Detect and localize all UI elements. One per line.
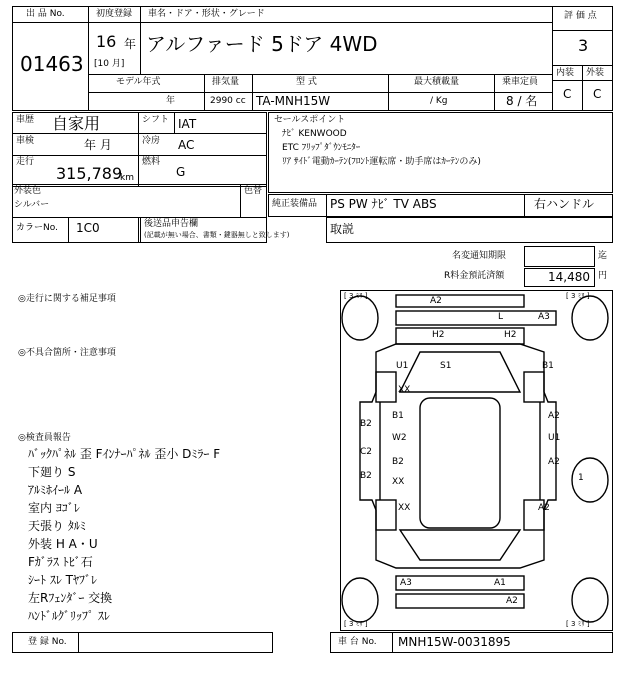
damage-mark: 1 [578, 473, 584, 483]
color-value: シルバー [14, 200, 50, 210]
displacement-value: 2990 cc [210, 96, 246, 106]
recycle-label: R料金預託済額 [444, 271, 505, 281]
capacity-value: 8 / 名 [506, 94, 538, 108]
report-line: 左Rﾌｪﾝﾀﾞｰ 交換 [28, 591, 113, 605]
damage-mark: C2 [360, 447, 373, 457]
fuel-value: G [176, 165, 186, 179]
damage-mark: B2 [360, 471, 372, 481]
damage-mark: U1 [396, 361, 409, 371]
damage-mark: A2 [506, 596, 518, 606]
equipment-label: 純正装備品 [272, 199, 318, 209]
aftersale-label: 後送品申告欄 [144, 219, 199, 229]
lot-number: 01463 [20, 52, 84, 76]
damage-mark: A1 [494, 578, 506, 588]
chassis-no-value: MNH15W-0031895 [398, 635, 511, 649]
shift-value: IAT [178, 117, 197, 131]
model-year-unit: 年 [166, 96, 176, 106]
interior-grade: C [563, 87, 572, 101]
inspection-label: 車検 [16, 136, 35, 146]
recycle-unit: 円 [598, 271, 608, 281]
sales-line: ﾅﾋﾞ KENWOOD [282, 129, 347, 139]
damage-mark: H2 [432, 330, 445, 340]
damage-mark: W2 [392, 433, 407, 443]
defect-notes-label: ◎不具合箇所・注意事項 [18, 348, 116, 358]
damage-mark: L [498, 312, 504, 322]
report-line: ﾊﾝﾄﾞﾙｸﾞﾘｯﾌﾟ ｽﾚ [28, 609, 110, 623]
mileage-value: 315,789 [56, 164, 123, 183]
max-load-value: / Kg [430, 96, 448, 106]
sales-label: セールスポイント [274, 115, 346, 125]
car-name: アルファード 5ドア 4WD [146, 32, 378, 56]
sales-line: ﾘｱ ｻｲﾄﾞ電動ｶｰﾃﾝ(ﾌﾛﾝﾄ運転席・助手席はｶｰﾃﾝのみ) [282, 157, 481, 167]
damage-mark: B2 [360, 419, 372, 429]
name-change-unit: 迄 [598, 251, 608, 261]
report-line: ｼｰﾄ ｽﾚ Tﾔﾌﾞﾚ [28, 573, 97, 587]
ac-label: 冷房 [142, 136, 161, 146]
history-label: 車歴 [16, 115, 35, 125]
damage-mark: XX [392, 477, 405, 487]
max-load-label: 最大積載量 [414, 77, 460, 87]
displacement-label: 排気量 [212, 77, 240, 87]
type-label: 型 式 [296, 77, 317, 87]
damage-mark: S1 [440, 361, 452, 371]
damage-mark: H2 [504, 330, 517, 340]
reg-year: 16 [96, 32, 117, 51]
reg-no-label: 登 録 No. [28, 637, 67, 647]
report-line: 下廻り S [28, 465, 76, 479]
shift-label: シフト [142, 115, 170, 125]
lot-label: 出 品 No. [26, 9, 65, 19]
inspection-value: 年 月 [84, 138, 112, 152]
manual-value: 取説 [330, 222, 355, 236]
exterior-grade: C [593, 87, 602, 101]
exterior-label: 外装 [586, 68, 605, 78]
chassis-no-label: 車 台 No. [338, 637, 377, 647]
damage-mark: A2 [548, 411, 560, 421]
fuel-label: 燃料 [142, 157, 161, 167]
damage-mark: A2 [538, 503, 550, 513]
tire-depth-label: [ 3 ﾐﾘ ] [344, 620, 368, 628]
score-label: 評 価 点 [564, 11, 597, 21]
report-line: 室内 ﾖｺﾞﾚ [28, 501, 80, 515]
equipment-value: PS PW ﾅﾋﾞ TV ABS [330, 197, 437, 211]
first-reg-label: 初度登録 [96, 9, 133, 19]
color-change-label: 色替 [244, 186, 263, 196]
report-line: 外装 H A・U [28, 537, 98, 551]
color-label: 外装色 [14, 186, 42, 196]
damage-mark: XX [398, 503, 411, 513]
interior-label: 内装 [556, 68, 575, 78]
damage-mark: A2 [548, 457, 560, 467]
type-value: TA-MNH15W [256, 94, 331, 108]
model-year-label: モデル年式 [116, 77, 161, 87]
damage-mark: A3 [538, 312, 550, 322]
recycle-value: 14,480 [548, 270, 590, 284]
driving-notes-label: ◎走行に関する補足事項 [18, 294, 116, 304]
damage-mark: B1 [542, 361, 554, 371]
sales-line: ETC ﾌﾘｯﾌﾟﾀﾞｳﾝﾓﾆﾀｰ [282, 143, 361, 153]
mileage-label: 走行 [16, 157, 35, 167]
color-no-value: 1C0 [76, 221, 100, 235]
report-line: Fｶﾞﾗｽ ﾄﾋﾞ石 [28, 555, 93, 569]
damage-mark: B2 [392, 457, 404, 467]
damage-mark: XX [398, 385, 411, 395]
mileage-unit: km [120, 173, 134, 183]
damage-mark: A2 [430, 296, 442, 306]
damage-mark: U1 [548, 433, 561, 443]
ac-value: AC [178, 138, 195, 152]
damage-mark: A3 [400, 578, 412, 588]
history-value: 自家用 [52, 114, 101, 133]
car-label: 車名・ドア・形状・グレード [148, 9, 265, 19]
score-value: 3 [578, 36, 589, 55]
reg-month: [10 月] [94, 59, 125, 69]
tire-depth-label: [ 3 ﾐﾘ ] [344, 292, 368, 300]
tire-depth-label: [ 3 ﾐﾘ ] [566, 620, 590, 628]
damage-mark: B1 [392, 411, 404, 421]
reg-year-unit: 年 [124, 37, 137, 51]
name-change-label: 名変通知期限 [452, 251, 507, 261]
report-line: ﾊﾞｯｸﾊﾟﾈﾙ 歪 Fｲﾝﾅｰﾊﾟﾈﾙ 歪小 Dﾐﾗｰ F [28, 447, 221, 461]
report-line: 天張り ﾀﾙﾐ [28, 519, 86, 533]
report-line: ｱﾙﾐﾎｲｰﾙ A [28, 483, 83, 497]
inspector-report-label: ◎検査員報告 [18, 433, 71, 443]
capacity-label: 乗車定員 [502, 77, 539, 87]
aftersale-note: (記載が無い場合、書類・鍵器無しと致します) [144, 231, 290, 239]
tire-depth-label: [ 3 ﾐﾘ ] [566, 292, 590, 300]
handle-value: 右ハンドル [534, 197, 595, 211]
color-no-label: カラーNo. [16, 223, 58, 233]
